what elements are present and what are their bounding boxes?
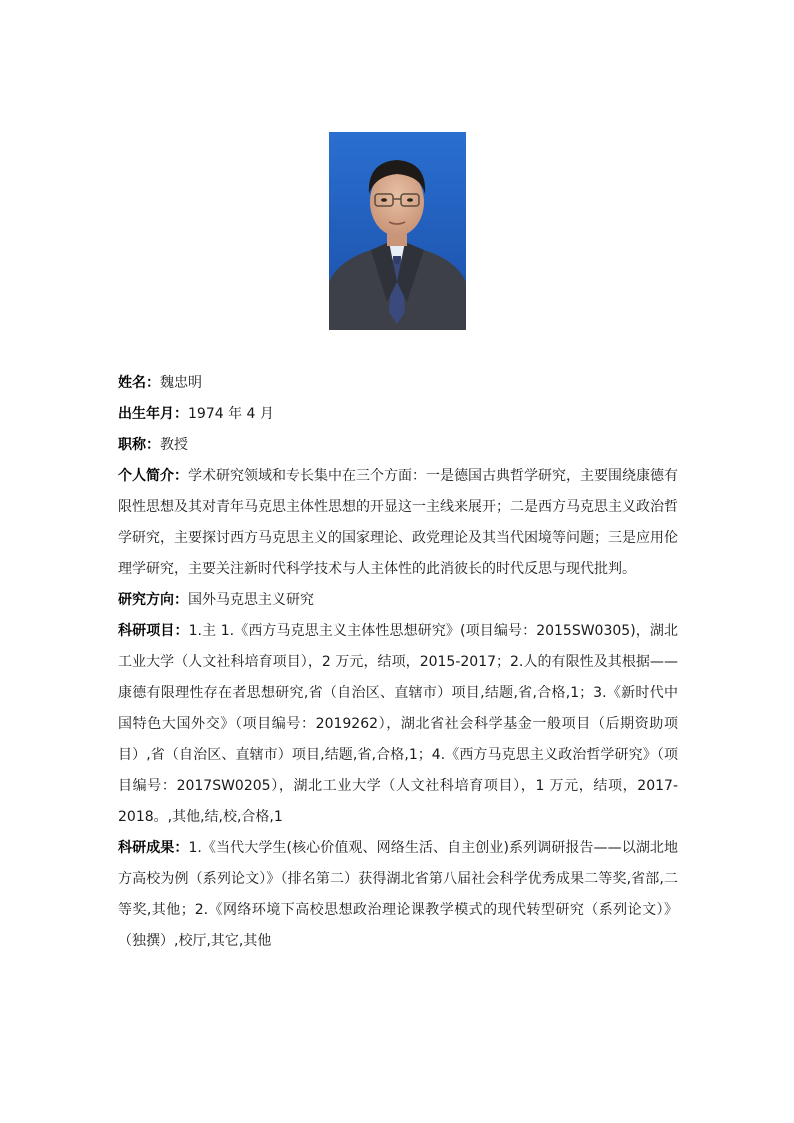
name-label: 姓名： — [118, 375, 160, 391]
projects-value: 1.主 1.《西方马克思主义主体性思想研究》(项目编号：2015SW0305)，湖北工业大学（人文社科培育项目），2 万元，结项，2015-2017；2.人的有限性及其根据——康德有限理性存在者思想研究,省（自治区、直辖市）项目,结题,省,合格,1；3.《新时代中国特色大国外交》（项目编号：2019262），湖北省社会科学基金一般项目（后期资助项目）,省（自治区、直辖市）项目,结题,省,合格,1；4.《西方马克思主义政治哲学研究》（项目编号：2017SW0205），湖北工业大学（人文社科培育项目），1 万元，结项，2017-2018。,其他,结,校,合格,1 — [118, 623, 678, 825]
direction-value: 国外马克思主义研究 — [188, 592, 314, 608]
birth-row — [118, 399, 678, 430]
results-value: 1.《当代大学生(核心价值观、网络生活、自主创业)系列调研报告——以湖北地方高校为例（系列论文）》（排名第二）获得湖北省第八届社会科学优秀成果二等奖,省部,二等奖,其他；2.《网络环境下高校思想政治理论课教学模式的现代转型研究（系列论文）》（独撰）,校厅,其它,其他 — [118, 840, 679, 949]
projects-row — [118, 616, 678, 833]
results-label: 科研成果： — [118, 840, 189, 856]
birth-label: 出生年月： — [118, 406, 188, 422]
intro-row — [118, 461, 678, 585]
name-value: 魏忠明 — [160, 375, 202, 391]
name-row — [118, 368, 678, 399]
projects-label: 科研项目： — [118, 623, 189, 639]
direction-row — [118, 585, 678, 616]
intro-label: 个人简介： — [118, 468, 188, 484]
title-row — [118, 430, 678, 461]
title-label: 职称： — [118, 437, 160, 453]
direction-label: 研究方向： — [118, 592, 188, 608]
profile-content — [118, 368, 678, 957]
birth-value: 1974 年 4 月 — [188, 406, 274, 422]
title-value: 教授 — [160, 437, 188, 453]
results-row — [118, 833, 678, 957]
intro-value: 学术研究领域和专长集中在三个方面：一是德国古典哲学研究，主要围绕康德有限性思想及其对青年马克思主体性思想的开显这一主线来展开；二是西方马克思主义政治哲学研究，主要探讨西方马克思主义的国家理论、政党理论及其当代困境等问题；三是应用伦理学研究，主要关注新时代科学技术与人主体性的此消彼长的时代反思与现代批判。 — [118, 468, 678, 577]
portrait-photo — [329, 132, 466, 330]
